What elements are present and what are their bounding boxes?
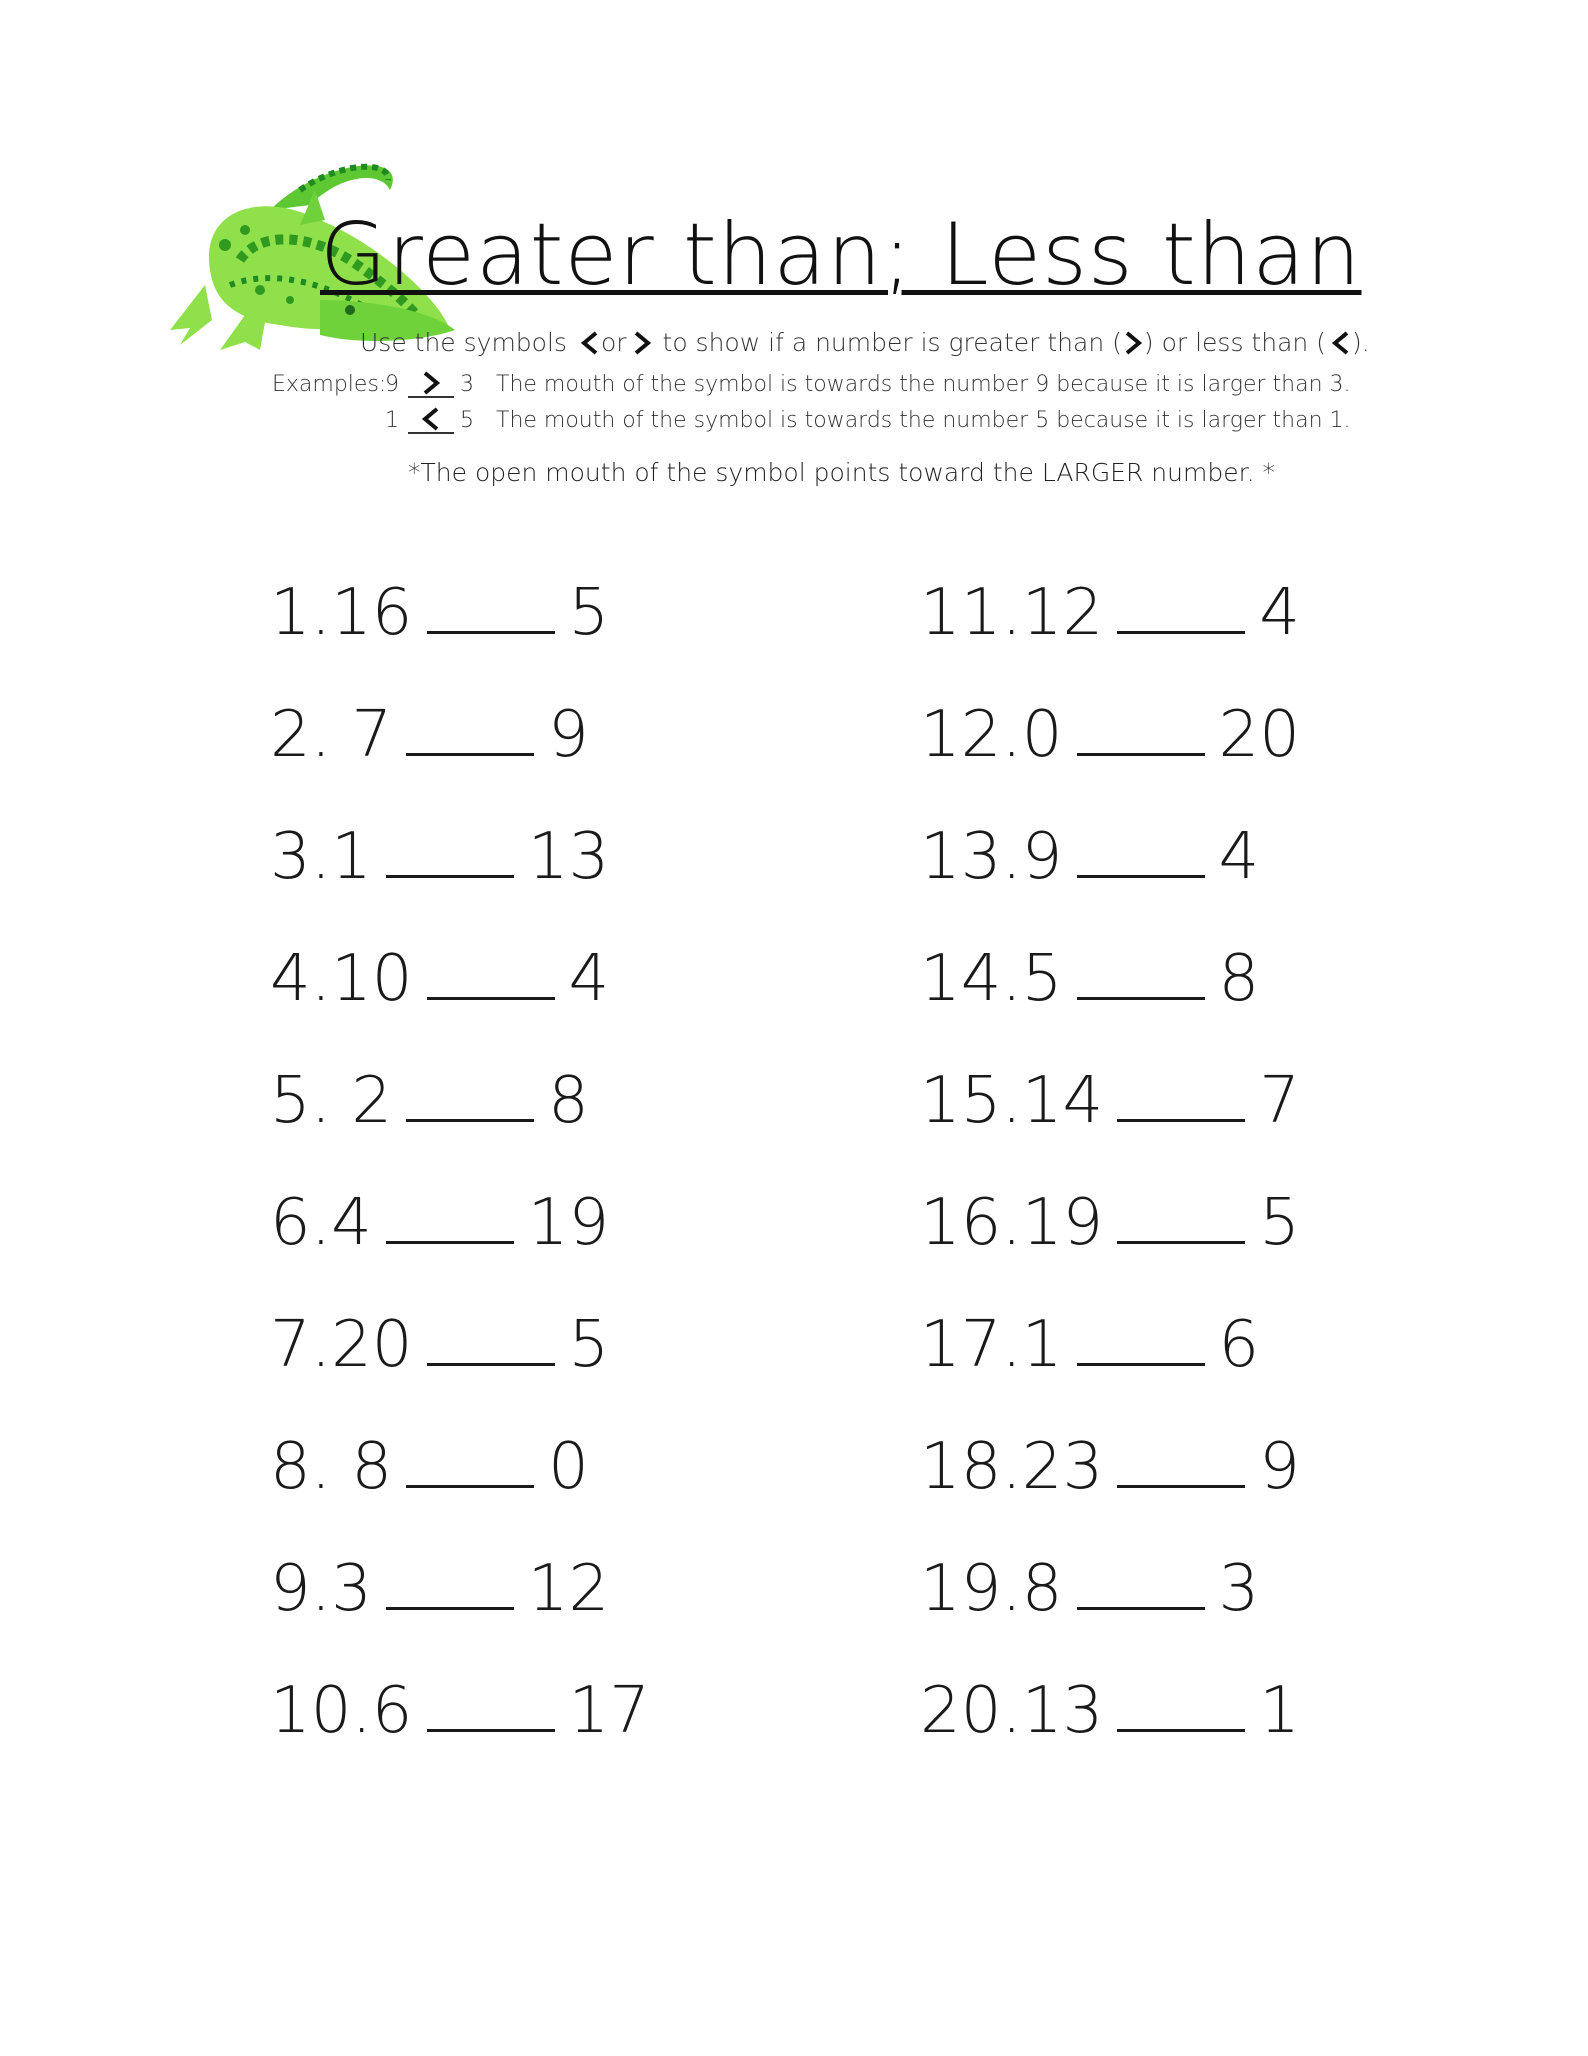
problem-right-number: 20 <box>1218 698 1300 772</box>
problem-row <box>920 697 1300 772</box>
less-than-icon <box>579 330 601 356</box>
problem-row <box>920 1429 1300 1504</box>
example-right-number: 5 <box>460 407 474 433</box>
problem-row <box>270 1673 650 1748</box>
problem-row <box>920 1673 1300 1748</box>
problem-left-number: 13.9 <box>920 820 1063 894</box>
problem-row <box>920 575 1300 650</box>
problem-right-number: 1 <box>1259 1674 1300 1748</box>
problem-row <box>270 941 610 1016</box>
problem-row <box>270 575 610 650</box>
example-left-number: 1 <box>385 407 399 433</box>
answer-blank[interactable] <box>427 1673 555 1732</box>
problem-left-number: 14.5 <box>920 942 1063 1016</box>
problem-right-number: 9 <box>548 698 589 772</box>
problem-row <box>920 941 1260 1016</box>
problem-row <box>270 819 610 894</box>
problem-right-number: 4 <box>1259 576 1300 650</box>
problem-left-number: 17.1 <box>920 1308 1063 1382</box>
problem-row <box>270 1429 589 1504</box>
problem-row <box>270 697 589 772</box>
problem-row <box>270 1551 610 1626</box>
problem-left-number: 1.16 <box>270 576 413 650</box>
instruction-line <box>360 328 1370 357</box>
problem-right-number: 17 <box>568 1674 650 1748</box>
problem-left-number: 2. 7 <box>270 698 393 772</box>
page-title: Greater than; Less than <box>320 205 1362 305</box>
example-description: The mouth of the symbol is towards the number 9 because it is larger than 3. <box>496 371 1351 397</box>
answer-blank[interactable] <box>1077 1307 1205 1366</box>
problem-right-number: 5 <box>568 576 610 650</box>
answer-blank[interactable] <box>1077 941 1205 1000</box>
less-than-icon <box>420 406 442 432</box>
problem-left-number: 3.1 <box>270 820 372 894</box>
instruction-text-4: ) or less than ( <box>1143 328 1326 357</box>
problem-left-number: 15.14 <box>920 1064 1104 1138</box>
example-left-number: 9 <box>385 371 399 397</box>
problem-right-number: 5 <box>568 1308 610 1382</box>
problem-left-number: 18.23 <box>920 1430 1104 1504</box>
problem-right-number: 7 <box>1259 1064 1300 1138</box>
answer-blank[interactable] <box>427 575 555 634</box>
problem-right-number: 4 <box>568 942 610 1016</box>
problem-row <box>920 1185 1300 1260</box>
problem-row <box>270 1185 610 1260</box>
problem-row <box>270 1063 589 1138</box>
greater-than-icon <box>1122 330 1144 356</box>
problem-right-number: 19 <box>527 1186 610 1260</box>
answer-blank[interactable] <box>1077 697 1205 756</box>
problem-left-number: 12.0 <box>920 698 1063 772</box>
problem-right-number: 12 <box>527 1552 610 1626</box>
answer-blank[interactable] <box>386 1185 514 1244</box>
problem-right-number: 6 <box>1218 1308 1260 1382</box>
problem-right-number: 9 <box>1259 1430 1300 1504</box>
problem-row <box>920 1063 1300 1138</box>
answer-blank[interactable] <box>427 1307 555 1366</box>
problem-row <box>920 1307 1260 1382</box>
problem-right-number: 0 <box>548 1430 589 1504</box>
problem-right-number: 13 <box>527 820 610 894</box>
example-answer-blank <box>408 370 454 398</box>
answer-blank[interactable] <box>1117 1673 1245 1732</box>
problem-row <box>920 819 1260 894</box>
instruction-text-1: Use the symbols <box>360 328 567 357</box>
example-answer-blank <box>408 406 454 434</box>
answer-blank[interactable] <box>1117 1063 1245 1122</box>
problem-row <box>270 1307 610 1382</box>
problem-left-number: 8. 8 <box>270 1430 393 1504</box>
problem-right-number: 3 <box>1218 1552 1260 1626</box>
example-row-2 <box>272 406 1351 434</box>
problem-left-number: 19.8 <box>920 1552 1063 1626</box>
problem-left-number: 9.3 <box>270 1552 372 1626</box>
examples-label: Examples: <box>272 371 387 397</box>
problem-right-number: 8 <box>1218 942 1260 1016</box>
instruction-text-2: or <box>600 328 627 357</box>
problem-left-number: 6.4 <box>270 1186 372 1260</box>
less-than-icon <box>1330 330 1352 356</box>
problem-left-number: 16.19 <box>920 1186 1104 1260</box>
example-description: The mouth of the symbol is towards the number 5 because it is larger than 1. <box>496 407 1351 433</box>
answer-blank[interactable] <box>386 1551 514 1610</box>
problem-row <box>920 1551 1260 1626</box>
answer-blank[interactable] <box>1077 1551 1205 1610</box>
answer-blank[interactable] <box>406 697 534 756</box>
problem-left-number: 5. 2 <box>270 1064 393 1138</box>
example-row-1 <box>272 370 1351 398</box>
problem-right-number: 8 <box>548 1064 589 1138</box>
answer-blank[interactable] <box>406 1429 534 1488</box>
greater-than-icon <box>631 330 653 356</box>
problem-right-number: 5 <box>1259 1186 1300 1260</box>
problem-right-number: 4 <box>1218 820 1260 894</box>
answer-blank[interactable] <box>1117 575 1245 634</box>
answer-blank[interactable] <box>1117 1185 1245 1244</box>
instruction-text-3: to show if a number is greater than ( <box>662 328 1122 357</box>
problem-left-number: 11.12 <box>920 576 1104 650</box>
larger-number-note: *The open mouth of the symbol points toward the LARGER number. * <box>408 458 1275 487</box>
answer-blank[interactable] <box>406 1063 534 1122</box>
example-right-number: 3 <box>460 371 474 397</box>
instruction-text-5: ). <box>1351 328 1370 357</box>
problem-left-number: 20.13 <box>920 1674 1104 1748</box>
answer-blank[interactable] <box>427 941 555 1000</box>
answer-blank[interactable] <box>386 819 514 878</box>
answer-blank[interactable] <box>1117 1429 1245 1488</box>
problem-left-number: 7.20 <box>270 1308 413 1382</box>
problem-left-number: 4.10 <box>270 942 413 1016</box>
answer-blank[interactable] <box>1077 819 1205 878</box>
greater-than-icon <box>420 370 442 396</box>
problem-left-number: 10.6 <box>270 1674 413 1748</box>
